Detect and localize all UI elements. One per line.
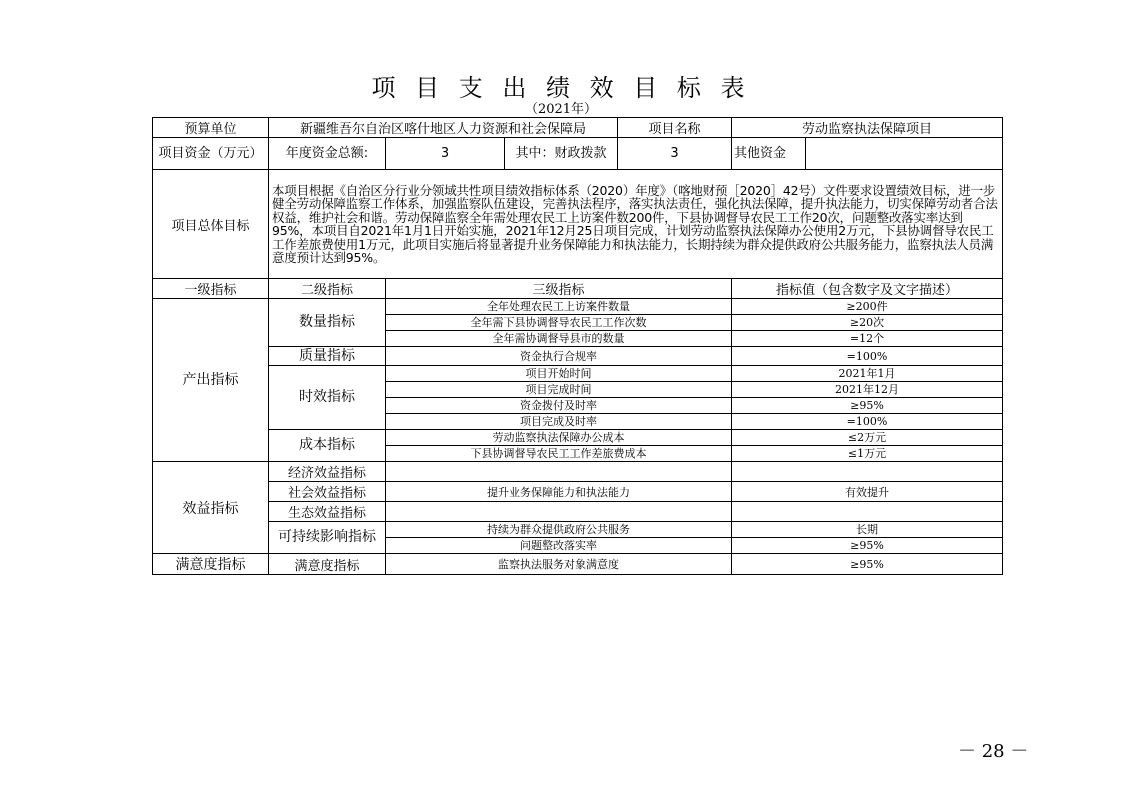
table-row-value: ≥200件 [732, 299, 1003, 315]
page-number: － 28 － [958, 741, 1029, 762]
fiscal-value: 3 [618, 138, 732, 170]
table-row-name: 项目完成时间 [386, 382, 732, 398]
output-indicator-label: 产出指标 [153, 299, 269, 462]
fiscal-label: 其中：财政拨款 [505, 138, 618, 170]
table-row-name: 全年需协调督导县市的数量 [386, 331, 732, 347]
other-funds-value [806, 138, 1003, 170]
table-row-name: 资金执行合规率 [386, 347, 732, 366]
timeliness-indicator-label: 时效指标 [269, 366, 386, 430]
document-title: 项 目 支 出 绩 效 目 标 表 [371, 74, 751, 102]
annual-total-value: 3 [386, 138, 505, 170]
cost-indicator-label: 成本指标 [269, 430, 386, 462]
table-row-value: =12个 [732, 331, 1003, 347]
table-row-value: =100% [732, 414, 1003, 430]
column-level3: 三级指标 [386, 279, 732, 299]
table-row-value: ≤1万元 [732, 446, 1003, 462]
project-name-value: 劳动监察执法保障项目 [732, 118, 1003, 138]
table-row-value: 2021年12月 [732, 382, 1003, 398]
table-row-name: 劳动监察执法保障办公成本 [386, 430, 732, 446]
quantity-indicator-label: 数量指标 [269, 299, 386, 347]
table-row-value: ≥95% [732, 554, 1003, 575]
satisfaction-indicator-label: 满意度指标 [153, 554, 269, 575]
table-row-name: 下县协调督导农民工工作差旅费成本 [386, 446, 732, 462]
table-row-value: ≥95% [732, 538, 1003, 554]
table-row-name [386, 462, 732, 482]
social-indicator-label: 社会效益指标 [269, 482, 386, 502]
table-row-value: ≥95% [732, 398, 1003, 414]
budget-unit-value: 新疆维吾尔自治区喀什地区人力资源和社会保障局 [269, 118, 618, 138]
other-funds-label: 其他资金 [732, 138, 806, 170]
column-level2: 二级指标 [269, 279, 386, 299]
table-row-name [386, 502, 732, 522]
satisfaction-sub-label: 满意度指标 [269, 554, 386, 575]
annual-total-label: 年度资金总额: [269, 138, 386, 170]
budget-unit-label: 预算单位 [153, 118, 269, 138]
table-row-name: 项目完成及时率 [386, 414, 732, 430]
table-row-value: 有效提升 [732, 482, 1003, 502]
table-row-value: 长期 [732, 522, 1003, 538]
table-row-value: ≥20次 [732, 315, 1003, 331]
funds-label: 项目资金（万元） [153, 138, 269, 170]
goal-label: 项目总体目标 [153, 170, 269, 279]
document-year: （2021年） [524, 102, 598, 117]
table-row-name: 监察执法服务对象满意度 [386, 554, 732, 575]
performance-target-table [152, 117, 1003, 575]
column-level1: 一级指标 [153, 279, 269, 299]
ecological-indicator-label: 生态效益指标 [269, 502, 386, 522]
benefit-indicator-label: 效益指标 [153, 462, 269, 554]
table-row-value: ≤2万元 [732, 430, 1003, 446]
table-row-name: 持续为群众提供政府公共服务 [386, 522, 732, 538]
quality-indicator-label: 质量指标 [269, 347, 386, 366]
table-row-value: 2021年1月 [732, 366, 1003, 382]
table-row-name: 资金拨付及时率 [386, 398, 732, 414]
goal-text: 本项目根据《自治区分行业分领域共性项目绩效指标体系（2020）年度》（喀地财预［2020］42号）文件要求设置绩效目标，进一步健全劳动保障监察工作体系，加强监察队伍建设，完善执法程序，落实执法责任，强化执法保障，提升执法能力，切实保障劳动者合法权益，维护社会和谐。劳动保障监察全年需处理农民工上访案件数200件，下县协调督导农民工工作20次，问题整改落实率达到95%，本项目自2021年1月1日开始实施，2021年12月25日项目完成，计划劳动监察执法保障办公使用2万元，下县协调督导农民工工作差旅费使用1万元，此项目实施后将显著提升业务保障能力和执法能力，长期持续为群众提供政府公共服务能力，监察执法人员满意度预计达到95%。 [269, 170, 1003, 279]
table-row-name: 全年需下县协调督导农民工工作次数 [386, 315, 732, 331]
economic-indicator-label: 经济效益指标 [269, 462, 386, 482]
table-row-name: 提升业务保障能力和执法能力 [386, 482, 732, 502]
table-row-value [732, 462, 1003, 482]
project-name-label: 项目名称 [618, 118, 732, 138]
table-row-name: 全年处理农民工上访案件数量 [386, 299, 732, 315]
table-row-name: 问题整改落实率 [386, 538, 732, 554]
table-row-value [732, 502, 1003, 522]
table-row-name: 项目开始时间 [386, 366, 732, 382]
sustainable-indicator-label: 可持续影响指标 [269, 522, 386, 554]
column-value: 指标值（包含数字及文字描述） [732, 279, 1003, 299]
table-row-value: =100% [732, 347, 1003, 366]
